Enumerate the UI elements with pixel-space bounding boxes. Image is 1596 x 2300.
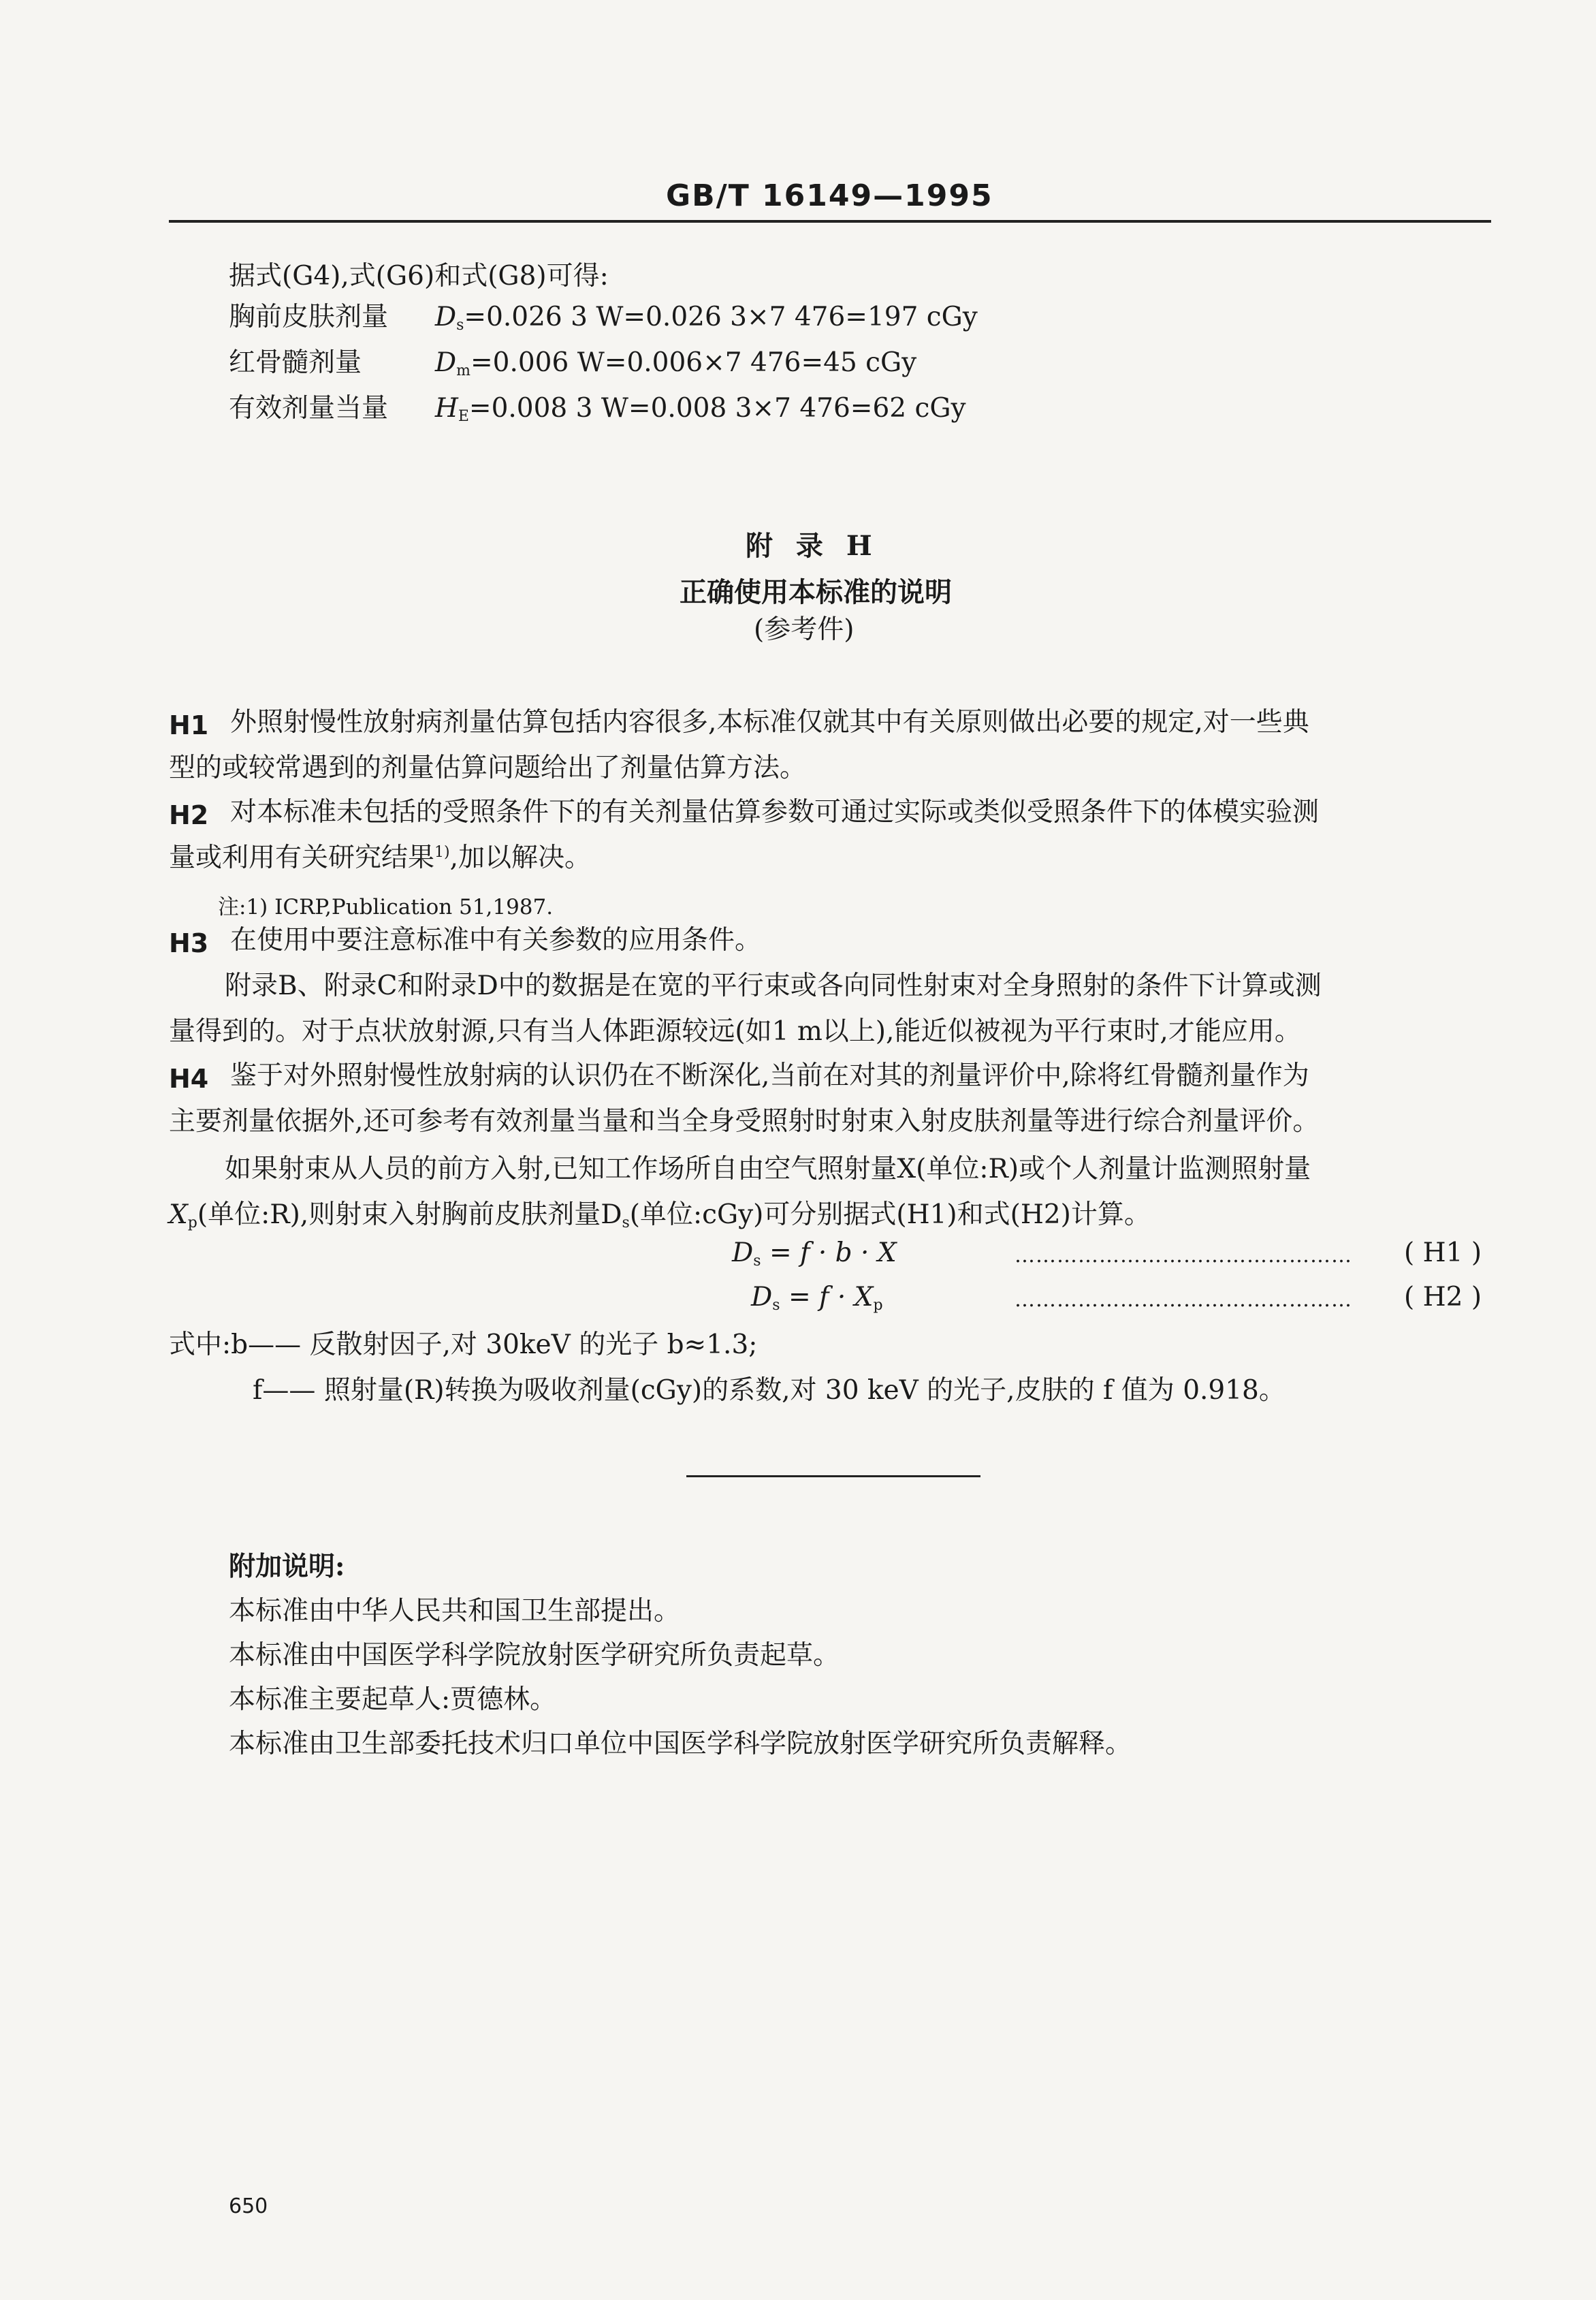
calc-intro: 据式(G4),式(G6)和式(G8)可得: <box>229 261 609 292</box>
appendix-reference: (参考件) <box>754 614 855 645</box>
equation-rhs-sub: p <box>873 1297 883 1314</box>
section-h2-label: H2 <box>169 800 209 830</box>
additional-note-line: 本标准主要起草人:贾德林。 <box>229 1684 557 1715</box>
where-clause-b <box>169 1329 758 1360</box>
section-h4-label: H4 <box>169 1064 209 1094</box>
section-h4-line1: 鉴于对外照射慢性放射病的认识仍在不断深化,当前在对其的剂量评价中,除将红骨髓剂量作为 <box>230 1060 1309 1091</box>
equation-lhs: D <box>732 1238 754 1268</box>
equation-lhs-sub: s <box>772 1297 780 1314</box>
section-h2-line2-text: 量或利用有关研究结果 <box>169 842 435 873</box>
footnote: 注:1) ICRP,Publication 51,1987. <box>218 895 554 919</box>
section-h2-line2 <box>169 842 592 873</box>
calc-row-marrow <box>229 349 916 379</box>
section-h4-line2: 主要剂量依据外,还可参考有效剂量当量和当全身受照射时射束入射皮肤剂量等进行综合剂量评价。 <box>169 1106 1320 1137</box>
calc-row-symbol: D <box>434 347 457 378</box>
calc-row-formula: =0.008 3 W=0.008 3×7 476=62 cGy <box>468 393 966 424</box>
additional-notes-title: 附加说明: <box>229 1551 345 1582</box>
section-h3-para2-line2: 量得到的。对于点状放射源,只有当人体距源较远(如1 m以上),能近似被视为平行束时,才能应用。 <box>169 1016 1301 1047</box>
equation-lhs: D <box>751 1282 773 1312</box>
equation-lhs-sub: s <box>753 1253 761 1270</box>
equation-h1-tag: ( H1 ) <box>1404 1238 1482 1268</box>
equation-h2 <box>751 1284 883 1313</box>
symbol-x: X <box>169 1199 188 1230</box>
appendix-title: 附 录 H <box>746 530 872 562</box>
calc-row-sub: m <box>456 362 470 379</box>
section-h2-line2-tail: ,加以解决。 <box>449 842 592 873</box>
section-h2-line1: 对本标准未包括的受照条件下的有关剂量估算参数可通过实际或类似受照条件下的体模实验测 <box>230 797 1320 828</box>
section-h1-line1: 外照射慢性放射病剂量估算包括内容很多,本标准仅就其中有关原则做出必要的规定,对一些典 <box>230 707 1309 738</box>
calc-row-skin <box>229 304 978 333</box>
where-b-definition: b—— 反散射因子,对 30keV 的光子 b≈1.3; <box>231 1329 758 1360</box>
section-h1-line2: 型的或较常遇到的剂量估算问题给出了剂量估算方法。 <box>169 753 807 783</box>
standard-number: GB/T 16149—1995 <box>666 178 993 213</box>
additional-note-line: 本标准由中华人民共和国卫生部提出。 <box>229 1596 681 1626</box>
symbol-d-sub: s <box>622 1214 630 1231</box>
symbol-x-sub: p <box>187 1214 197 1231</box>
additional-note-line: 本标准由卫生部委托技术归口单位中国医学科学院放射医学研究所负责解释。 <box>229 1729 1132 1759</box>
calc-row-formula: =0.006 W=0.006×7 476=45 cGy <box>470 347 917 378</box>
calc-row-formula: =0.026 3 W=0.026 3×7 476=197 cGy <box>464 302 978 332</box>
equation-rhs: = f · X <box>788 1282 874 1312</box>
calc-row-symbol: D <box>434 302 457 332</box>
section-h3-para2-line1: 附录B、附录C和附录D中的数据是在宽的平行束或各向同性射束对全身照射的条件下计算或测 <box>225 971 1322 1001</box>
calc-row-sub: E <box>458 408 469 425</box>
section-h4-para2-line2-tail: (单位:cGy)可分别据式(H1)和式(H2)计算。 <box>629 1199 1151 1230</box>
section-h4-para2-line2 <box>169 1201 1151 1231</box>
section-h4-para2-line1: 如果射束从人员的前方入射,已知工作场所自由空气照射量X(单位:R)或个人剂量计监测照射量 <box>225 1154 1311 1184</box>
section-h3-label: H3 <box>169 928 209 958</box>
equation-h1-leader: ………………………………………… <box>1015 1244 1352 1267</box>
where-prefix: 式中: <box>169 1329 232 1360</box>
equation-h2-leader: ………………………………………… <box>1015 1288 1352 1312</box>
section-h1-label: H1 <box>169 710 209 740</box>
header-rule <box>169 220 1491 223</box>
calc-row-label: 红骨髓剂量 <box>229 347 362 378</box>
footnote-marker: 1) <box>434 844 450 861</box>
calc-row-label: 胸前皮肤剂量 <box>229 302 389 332</box>
additional-note-line: 本标准由中国医学科学院放射医学研究所负责起草。 <box>229 1640 840 1671</box>
equation-h2-tag: ( H2 ) <box>1404 1282 1482 1312</box>
calc-row-sub: s <box>456 317 464 334</box>
section-h3-line1: 在使用中要注意标准中有关参数的应用条件。 <box>230 925 762 956</box>
appendix-subtitle: 正确使用本标准的说明 <box>680 576 952 608</box>
calc-row-effective <box>229 395 966 424</box>
equation-h1 <box>732 1240 897 1269</box>
page-number: 650 <box>229 2194 268 2218</box>
calc-row-symbol: H <box>434 393 458 424</box>
where-clause-f: f—— 照射量(R)转换为吸收剂量(cGy)的系数,对 30 keV 的光子,皮肤的 f 值为 0.918。 <box>253 1375 1286 1406</box>
section-h4-para2-line2-text: (单位:R),则射束入射胸前皮肤剂量D <box>197 1199 622 1230</box>
section-separator <box>686 1475 980 1477</box>
equation-rhs: = f · b · X <box>769 1238 897 1268</box>
calc-row-label: 有效剂量当量 <box>229 393 389 424</box>
